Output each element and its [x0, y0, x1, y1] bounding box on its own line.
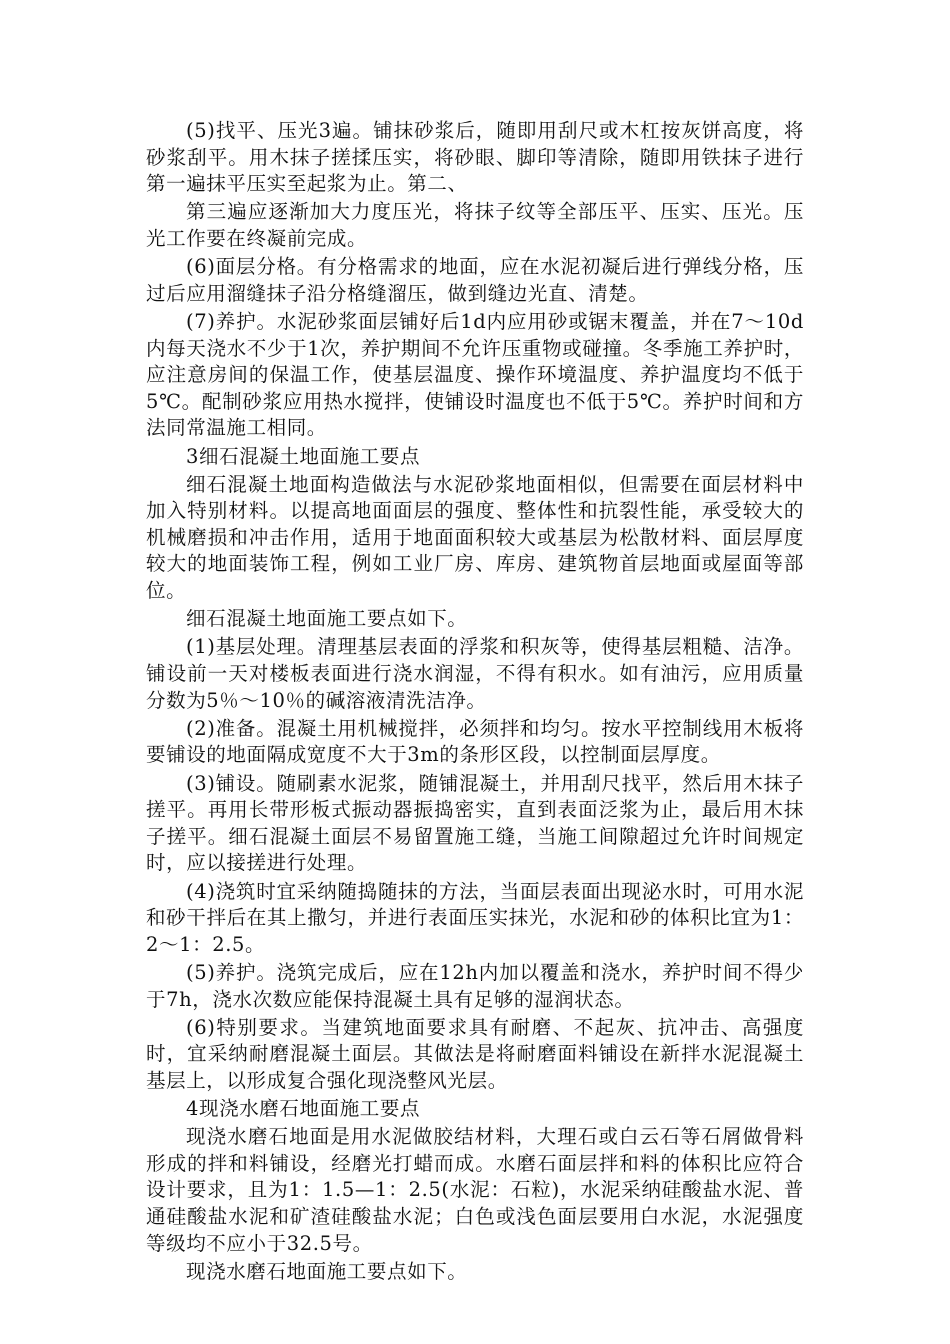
- paragraph-preparation: (2)准备。混凝土用机械搅拌，必须拌和均匀。按水平控制线用木板将要铺设的地面隔成宽度不大于3m的条形区段，以控制面层厚度。: [146, 716, 804, 767]
- paragraph-curing: (7)养护。水泥砂浆面层铺好后1d内应用砂或锯末覆盖，并在7～10d内每天浇水不少于1次，养护期间不允许压重物或碰撞。冬季施工养护时，应注意房间的保温工作，使基层温度、操作环境温度、养护温度均不低于5℃。配制砂浆应用热水搅拌，使铺设时温度也不低于5℃。养护时间和方法同常温施工相同。: [146, 309, 804, 440]
- paragraph-terrazzo-intro: 现浇水磨石地面是用水泥做胶结材料，大理石或白云石等石屑做骨料形成的拌和料铺设，经磨光打蜡而成。水磨石面层拌和料的体积比应符合设计要求，且为1：1.5—1：2.5(水泥：石粒)，水泥采纳硅酸盐水泥、普通硅酸盐水泥和矿渣硅酸盐水泥；白色或浅色面层要用白水泥，水泥强度等级均不应小于32.5号。: [146, 1125, 804, 1255]
- paragraph-pouring: (4)浇筑时宜采纳随捣随抹的方法，当面层表面出现泌水时，可用水泥和砂干拌后在其上撒匀，并进行表面压实抹光，水泥和砂的体积比宜为1：2～1：2.5。: [146, 879, 804, 956]
- section-heading-fine-aggregate-concrete: 3细石混凝土地面施工要点: [186, 444, 421, 468]
- paragraph-base-treatment: (1)基层处理。清理基层表面的浮浆和积灰等，使得基层粗糙、洁净。铺设前一天对楼板表面进行浇水润湿，不得有积水。如有油污，应用质量分数为5％～10％的碱溶液清洗洁净。: [146, 635, 804, 712]
- paragraph-laying: (3)铺设。随刷素水泥浆，随铺混凝土，并用刮尺找平，然后用木抹子搓平。再用长带形板式振动器振捣密实，直到表面泛浆为止，最后用木抹子搓平。细石混凝土面层不易留置施工缝，当施工间隙超过允许时间规定时，应以接搓进行处理。: [146, 771, 804, 875]
- paragraph-terrazzo-points: 现浇水磨石地面施工要点如下。: [186, 1259, 468, 1283]
- paragraph-special-requirements: (6)特别要求。当建筑地面要求具有耐磨、不起灰、抗冲击、高强度时，宜采纳耐磨混凝土面层。其做法是将耐磨面料铺设在新拌水泥混凝土基层上，以形成复合强化现浇整风光层。: [146, 1015, 804, 1092]
- section-heading-terrazzo: 4现浇水磨石地面施工要点: [186, 1097, 421, 1121]
- paragraph-fine-concrete-intro: 细石混凝土地面构造做法与水泥砂浆地面相似，但需要在面层材料中加入特别材料。以提高地面面层的强度、整体性和抗裂性能，承受较大的机械磨损和冲击作用，适用于地面面积较大或基层为松散材料、面层厚度较大的地面装饰工程，例如工业厂房、库房、建筑物首层地面或屋面等部位。: [146, 472, 804, 603]
- paragraph-surface-grid: (6)面层分格。有分格需求的地面，应在水泥初凝后进行弹线分格，压过后应用溜缝抹子沿分格缝溜压，做到缝边光直、清楚。: [146, 255, 804, 305]
- paragraph-curing-concrete: (5)养护。浇筑完成后，应在12h内加以覆盖和浇水，养护时间不得少于7h，浇水次数应能保持混凝土具有足够的湿润状态。: [146, 960, 804, 1011]
- paragraph-leveling-pressing: (5)找平、压光3遍。铺抹砂浆后，随即用刮尺或木杠按灰饼高度，将砂浆刮平。用木抹子搓揉压实，将砂眼、脚印等清除，随即用铁抹子进行第一遍抹平压实至起浆为止。第二、: [146, 119, 804, 196]
- document-body: [146, 118, 804, 1287]
- paragraph-fine-concrete-points: 细石混凝土地面施工要点如下。: [186, 607, 468, 631]
- paragraph-leveling-pressing-cont: 第三遍应逐渐加大力度压光，将抹子纹等全部压平、压实、压光。压光工作要在终凝前完成。: [146, 200, 804, 250]
